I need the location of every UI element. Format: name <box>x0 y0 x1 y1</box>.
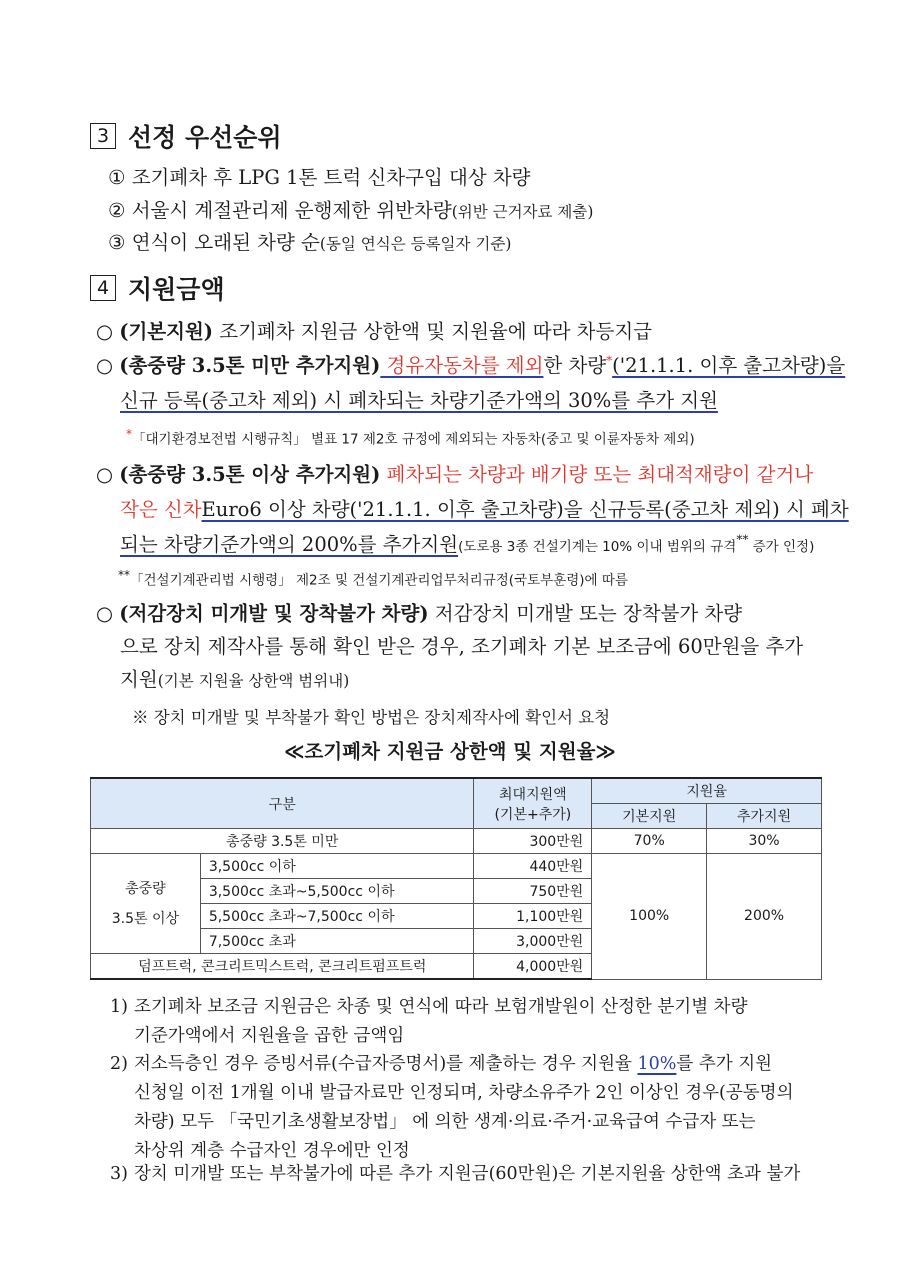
header-category: 구분 <box>91 778 474 829</box>
table-row: 7,500cc 초과 3,000만원 <box>91 929 822 954</box>
section-3-heading <box>90 118 282 154</box>
no-device-paragraph-line2: 으로 장치 제작사를 통해 확인 받은 경우, 조기폐차 기본 보조금에 60만원을 추가 <box>120 635 804 658</box>
table-row: 총중량 3.5톤 미만 300만원 70% 30% <box>91 829 822 854</box>
basic-support-paragraph: ○ (기본지원) 조기폐차 지원금 상한액 및 지원율에 따라 차등지급 <box>96 320 652 343</box>
under-35t-paragraph-line2: 신규 등록(중고차 제외) 시 폐차되는 차량기준가액의 30%를 추가 지원 <box>120 389 718 412</box>
header-rate: 지원율 <box>592 778 822 804</box>
section-3-title: 선정 우선순위 <box>128 123 282 152</box>
section-4-title: 지원금액 <box>128 275 225 304</box>
under-35t-paragraph-line1: ○ (총중량 3.5톤 미만 추가지원) 경유자동차를 제외한 차량*('21.1.1. 이후 출고차량)을 <box>96 353 846 377</box>
confirmation-note: ※ 장치 미개발 및 부착불가 확인 방법은 장치제작사에 확인서 요청 <box>132 708 611 727</box>
no-device-paragraph-line1: ○ (저감장치 미개발 및 장착불가 차량) 저감장치 미개발 또는 장착불가 차량 <box>96 602 743 625</box>
header-extra: 추가지원 <box>707 804 822 829</box>
over-35t-paragraph-line3: 되는 차량기준가액의 200%를 추가지원(도로용 3종 건설기계는 10% 이내 범위의 규격** 증가 인정) <box>120 532 815 556</box>
priority-item-1: ① 조기폐차 후 LPG 1톤 트럭 신차구입 대상 차량 <box>108 166 531 189</box>
header-max-amount: 최대지원액 (기본+추가) <box>474 778 592 829</box>
table-header-row-1 <box>91 778 822 804</box>
group-extra-rate: 200% <box>707 854 822 980</box>
group-label: 총중량 3.5톤 이상 <box>91 854 201 954</box>
table-row: 덤프트럭, 콘크리트믹스트럭, 콘크리트펌프트럭 4,000만원 <box>91 954 822 980</box>
section-3-number: 3 <box>90 123 116 149</box>
priority-item-3: ③ 연식이 오래된 차량 순(동일 연식은 등록일자 기준) <box>108 231 512 254</box>
section-4-heading <box>90 270 225 306</box>
table-title: ≪조기폐차 지원금 상한액 및 지원율≫ <box>284 740 616 763</box>
no-device-paragraph-line3: 지원(기본 지원율 상한액 범위내) <box>120 668 350 691</box>
section-4-number: 4 <box>90 275 116 301</box>
footnote-2: 2) 저소득층인 경우 증빙서류(수급자증명서)를 제출하는 경우 지원율 10%를 추가 지원 신청일 이전 1개월 이내 발급자료만 인정되며, 차량소유주가 2인 이상인 경우(공동명의 차량) 모두 「국민기초생활보장법」 에 의한 생계·의료·주거·교육급여 수급자 또는 차상위 계층 수급자인 경우에만 인정 <box>110 1054 794 1161</box>
subsidy-table <box>90 777 822 980</box>
note-star-2: **「건설기계관리법 시행령」 제2조 및 건설기계관리업무처리규정(국토부훈령)에 따름 <box>118 568 628 589</box>
over-35t-paragraph-line2: 작은 신차Euro6 이상 차량('21.1.1. 이후 출고차량)을 신규등록(중고차 제외) 시 폐차 <box>120 498 849 521</box>
header-base: 기본지원 <box>592 804 707 829</box>
table-row: 5,500cc 초과~7,500cc 이하 1,100만원 <box>91 904 822 929</box>
over-35t-paragraph-line1: ○ (총중량 3.5톤 이상 추가지원) 폐차되는 차량과 배기량 또는 최대적재량이 같거나 <box>96 463 814 486</box>
footnote-1: 1) 조기폐차 보조금 지원금은 차종 및 연식에 따라 보험개발원이 산정한 분기별 차량 기준가액에서 지원율을 곱한 금액임 <box>110 997 748 1046</box>
priority-item-2: ② 서울시 계절관리제 운행제한 위반차량(위반 근거자료 제출) <box>108 199 594 222</box>
note-star-1: *「대기환경보전법 시행규칙」 별표 17 제2호 규정에 제외되는 자동차(중고 및 이륜자동차 제외) <box>126 427 695 448</box>
table-row: 총중량 3.5톤 이상 3,500cc 이하 440만원 100% 200% <box>91 854 822 879</box>
group-base-rate: 100% <box>592 854 707 980</box>
table-row: 3,500cc 초과~5,500cc 이하 750만원 <box>91 879 822 904</box>
footnote-3: 3) 장치 미개발 또는 부착불가에 따른 추가 지원금(60만원)은 기본지원율 상한액 초과 불가 <box>110 1164 801 1184</box>
